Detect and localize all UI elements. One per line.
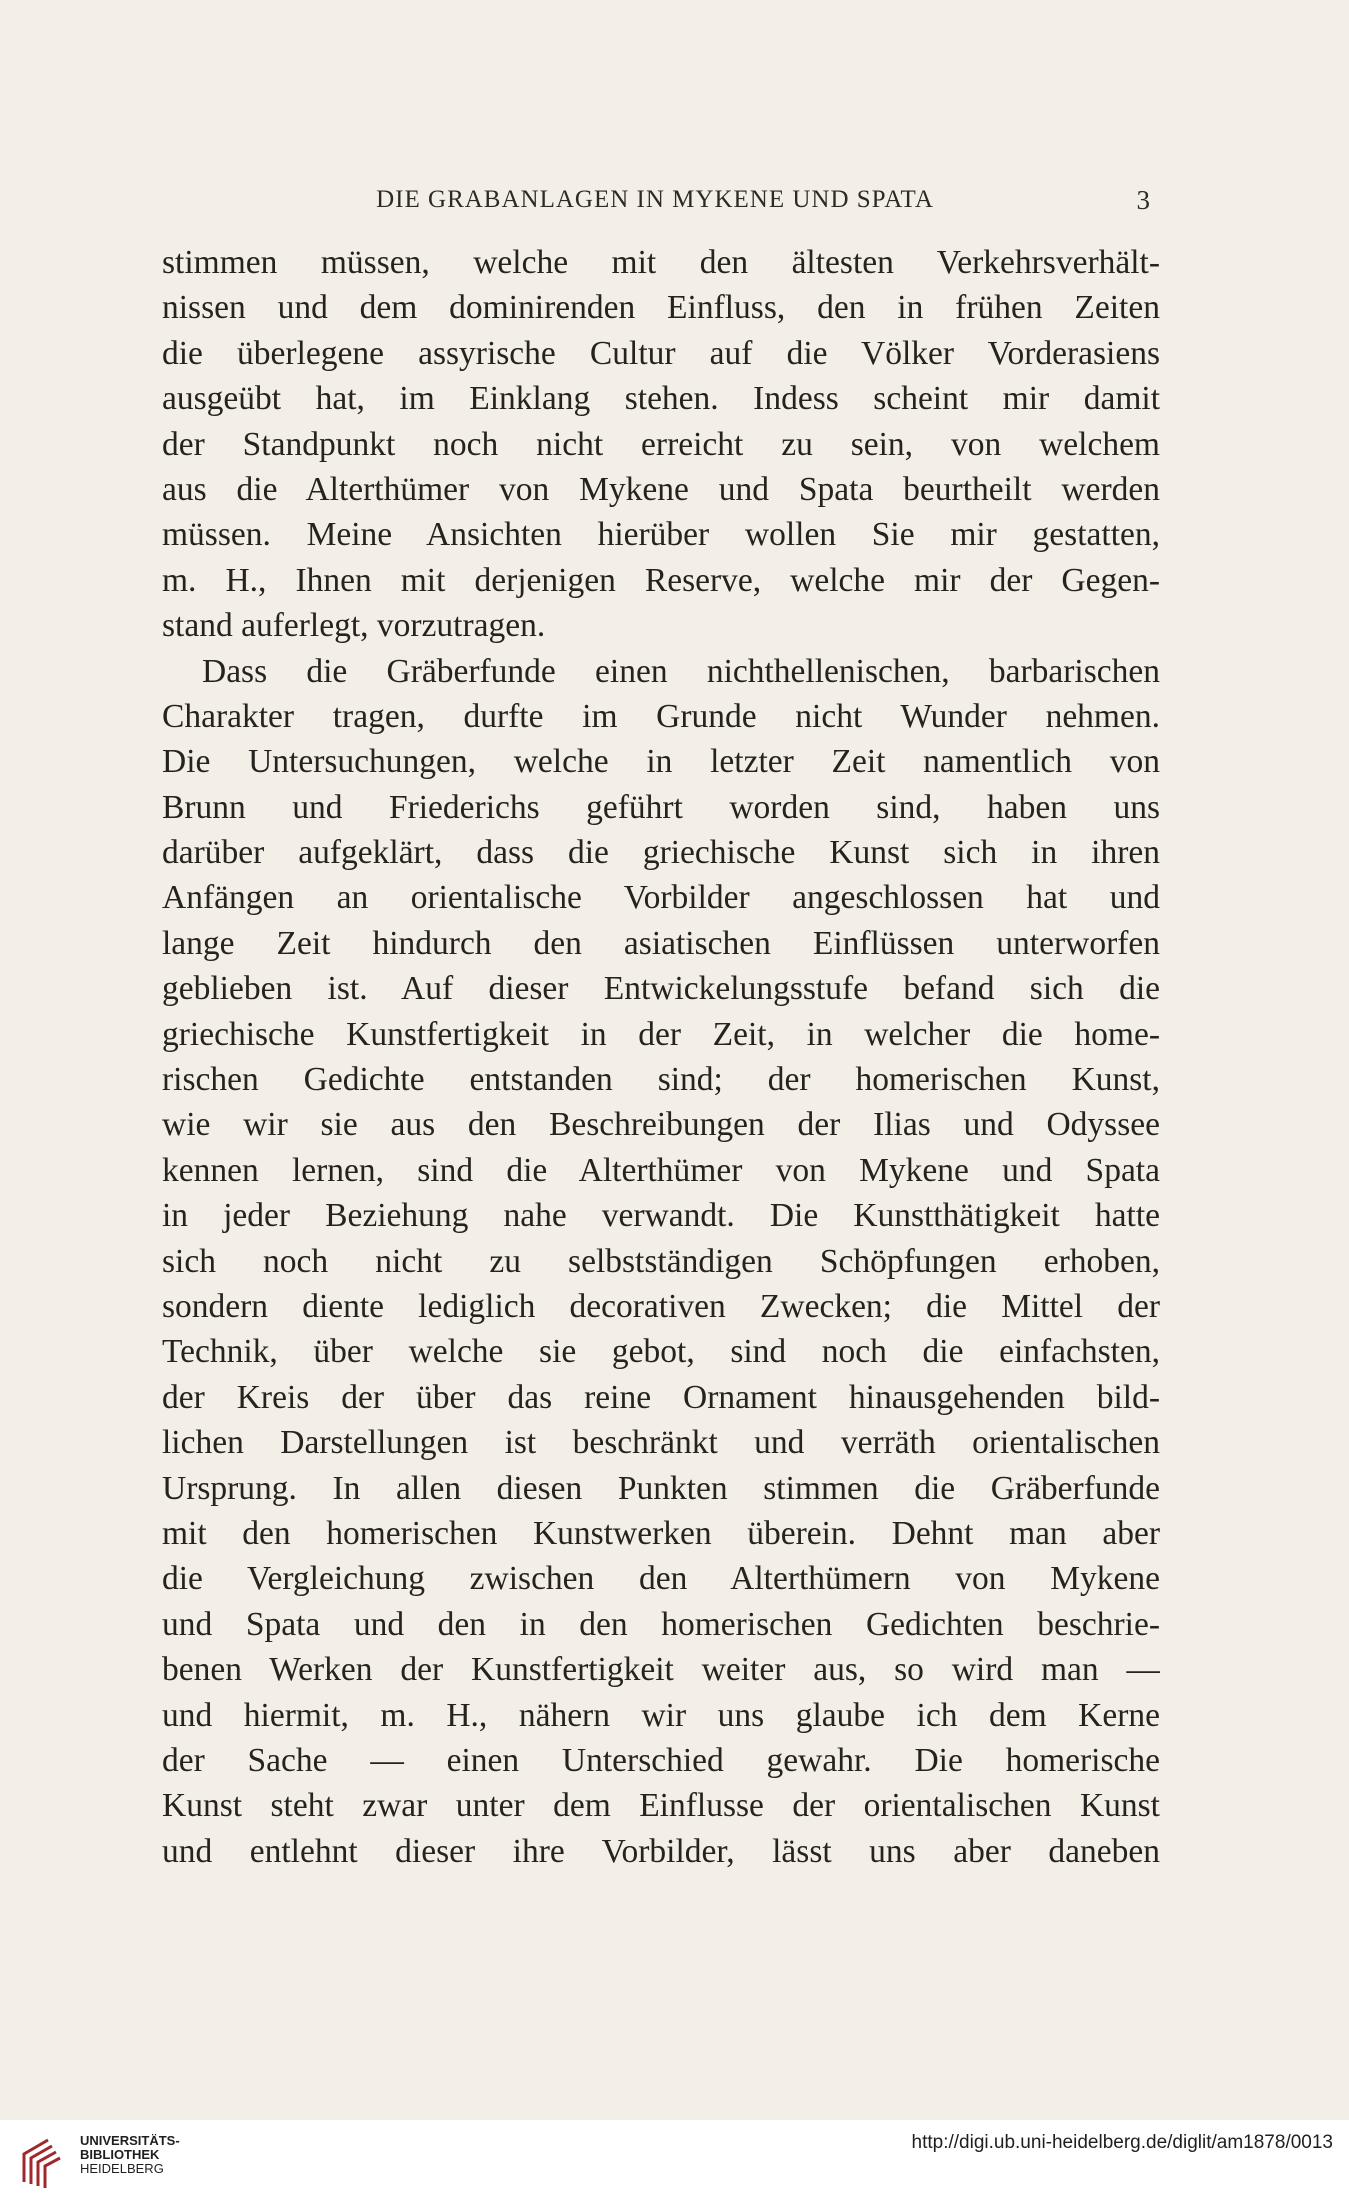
text-line: stand auferlegt, vorzutragen.: [162, 607, 546, 645]
text-line: in jeder Beziehung nahe verwandt. Die Kunstthätigkeit hatte: [162, 1197, 1160, 1235]
university-library-logo-icon: [18, 2132, 76, 2190]
text-line: müssen. Meine Ansichten hierüber wollen Sie mir gestatten,: [162, 516, 1160, 554]
text-line: ausgeübt hat, im Einklang stehen. Indess scheint mir damit: [162, 380, 1160, 418]
text-line: geblieben ist. Auf dieser Entwickelungsstufe befand sich die: [162, 970, 1160, 1008]
permalink-url[interactable]: http://digi.ub.uni-heidelberg.de/diglit/am1878/0013: [911, 2132, 1333, 2153]
text-line: Die Untersuchungen, welche in letzter Zeit namentlich von: [162, 743, 1160, 781]
text-line: der Standpunkt noch nicht erreicht zu sein, von welchem: [162, 425, 1160, 463]
page-number: 3: [1136, 185, 1150, 215]
running-head-title: DIE GRABANLAGEN IN MYKENE UND SPATA: [376, 186, 934, 213]
text-line: Kunst steht zwar unter dem Einflusse der orientalischen Kunst: [162, 1787, 1160, 1825]
text-line: stimmen müssen, welche mit den ältesten Verkehrsverhält-: [162, 244, 1160, 281]
text-line: und hiermit, m. H., nähern wir uns glaube ich dem Kerne: [162, 1696, 1160, 1734]
text-line: Anfängen an orientalische Vorbilder angeschlossen hat und: [162, 879, 1160, 917]
library-name: [80, 2134, 180, 2176]
text-line: darüber aufgeklärt, dass die griechische Kunst sich in ihren: [162, 834, 1160, 872]
text-line: sondern diente lediglich decorativen Zwecken; die Mittel der: [162, 1287, 1160, 1325]
text-line: wie wir sie aus den Beschreibungen der Ilias und Odyssee: [162, 1106, 1160, 1144]
text-line: Technik, über welche sie gebot, sind noch die einfachsten,: [162, 1333, 1160, 1371]
text-line: benen Werken der Kunstfertigkeit weiter aus, so wird man —: [162, 1651, 1160, 1689]
body-text: [162, 240, 1160, 1874]
text-line: Charakter tragen, durfte im Grunde nicht Wunder nehmen.: [162, 697, 1160, 735]
text-line: kennen lernen, sind die Alterthümer von Mykene und Spata: [162, 1151, 1160, 1189]
library-name-line2: BIBLIOTHEK: [80, 2147, 160, 2162]
text-line: sich noch nicht zu selbstständigen Schöpfungen erhoben,: [162, 1242, 1160, 1280]
text-line: die Vergleichung zwischen den Alterthümern von Mykene: [162, 1560, 1160, 1598]
text-line: rischen Gedichte entstanden sind; der homerischen Kunst,: [162, 1061, 1160, 1099]
text-line: Brunn und Friederichs geführt worden sind, haben uns: [162, 788, 1160, 826]
text-line: griechische Kunstfertigkeit in der Zeit, in welcher die home-: [162, 1015, 1160, 1053]
text-line: und Spata und den in den homerischen Gedichten beschrie-: [162, 1605, 1160, 1643]
library-name-line1: UNIVERSITÄTS-: [80, 2133, 180, 2148]
text-line: nissen und dem dominirenden Einfluss, den in frühen Zeiten: [162, 289, 1160, 327]
text-line: die überlegene assyrische Cultur auf die Völker Vorderasiens: [162, 334, 1160, 372]
text-line: Ursprung. In allen diesen Punkten stimmen die Gräberfunde: [162, 1469, 1160, 1507]
text-line: der Kreis der über das reine Ornament hinausgehenden bild-: [162, 1378, 1160, 1416]
text-line: aus die Alterthümer von Mykene und Spata beurtheilt werden: [162, 470, 1160, 508]
text-line: und entlehnt dieser ihre Vorbilder, lässt uns aber daneben: [162, 1832, 1160, 1870]
text-line: mit den homerischen Kunstwerken überein. Dehnt man aber: [162, 1514, 1160, 1552]
running-head: [160, 180, 1150, 220]
text-line: m. H., Ihnen mit derjenigen Reserve, welche mir der Gegen-: [162, 561, 1160, 599]
text-line: der Sache — einen Unterschied gewahr. Die homerische: [162, 1741, 1160, 1779]
text-line: lange Zeit hindurch den asiatischen Einflüssen unterworfen: [162, 924, 1160, 962]
text-line: lichen Darstellungen ist beschränkt und verräth orientalischen: [162, 1424, 1160, 1462]
footer-bar: [0, 2120, 1349, 2201]
text-line: Dass die Gräberfunde einen nichthellenischen, barbarischen: [202, 652, 1160, 690]
library-name-line3: HEIDELBERG: [80, 2161, 164, 2176]
